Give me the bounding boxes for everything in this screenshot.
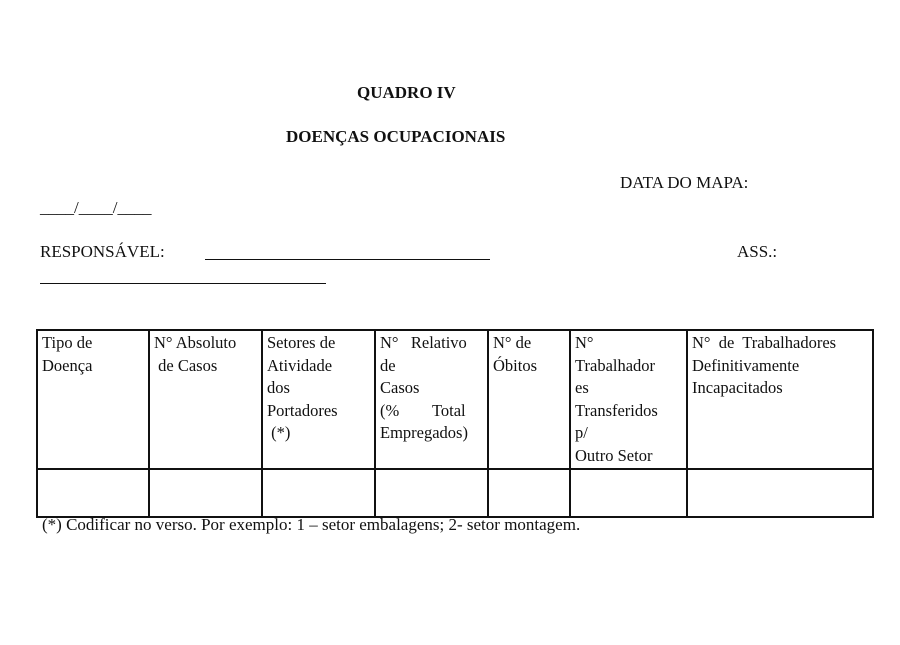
table-cell[interactable] xyxy=(149,469,262,517)
table-cell[interactable] xyxy=(687,469,873,517)
occupational-diseases-table xyxy=(36,329,874,518)
header-text: N° xyxy=(575,333,594,352)
header-cell-transferidos xyxy=(570,330,687,469)
form-title: QUADRO IV xyxy=(357,83,456,102)
form-subtitle: DOENÇAS OCUPACIONAIS xyxy=(286,127,506,146)
table-cell[interactable] xyxy=(375,469,488,517)
header-text: dos xyxy=(267,378,290,397)
header-text: Setores de xyxy=(267,333,336,352)
header-text: p/ xyxy=(575,423,588,442)
header-text: Incapacitados xyxy=(692,378,783,397)
header-text: Óbitos xyxy=(493,355,538,375)
header-text: Atividade xyxy=(267,355,333,375)
header-text: de Casos xyxy=(154,355,218,375)
header-cell-obitos xyxy=(488,330,570,469)
header-text: (% Total xyxy=(380,400,466,420)
header-text: N° de Trabalhadores xyxy=(692,333,837,352)
table-header-row xyxy=(37,330,873,469)
table-cell[interactable] xyxy=(262,469,375,517)
header-cell-absoluto xyxy=(149,330,262,469)
header-text: Doença xyxy=(42,355,93,375)
signature-label: ASS.: xyxy=(737,242,778,261)
header-text: Definitivamente xyxy=(692,355,800,375)
header-text: N° de xyxy=(493,333,532,352)
header-text: (*) xyxy=(267,423,291,442)
header-text: N° Absoluto xyxy=(154,333,237,352)
date-label: DATA DO MAPA: xyxy=(620,173,749,192)
date-field[interactable]: ____/____/____ xyxy=(40,198,152,217)
header-text: es xyxy=(575,378,589,397)
table-cell[interactable] xyxy=(488,469,570,517)
table-row xyxy=(37,469,873,517)
header-text: Empregados) xyxy=(380,423,468,442)
header-text: Trabalhador xyxy=(575,355,656,375)
header-text: Tipo de xyxy=(42,333,93,352)
table-cell[interactable] xyxy=(570,469,687,517)
header-text: N° Relativo xyxy=(380,333,467,352)
responsible-label: RESPONSÁVEL: xyxy=(40,242,165,261)
footnote: (*) Codificar no verso. Por exemplo: 1 – setor embalagens; 2- setor montagem. xyxy=(42,515,581,534)
header-cell-setores xyxy=(262,330,375,469)
table-cell[interactable] xyxy=(37,469,149,517)
header-cell-incapacitados xyxy=(687,330,873,469)
header-text: de xyxy=(380,355,396,375)
header-cell-relativo xyxy=(375,330,488,469)
header-text: Portadores xyxy=(267,400,338,420)
header-text: Casos xyxy=(380,378,420,397)
header-text: Transferidos xyxy=(575,400,658,420)
header-cell-tipo-doenca xyxy=(37,330,149,469)
header-text: Outro Setor xyxy=(575,445,653,465)
responsible-field[interactable] xyxy=(205,259,490,260)
signature-field[interactable] xyxy=(40,283,326,284)
